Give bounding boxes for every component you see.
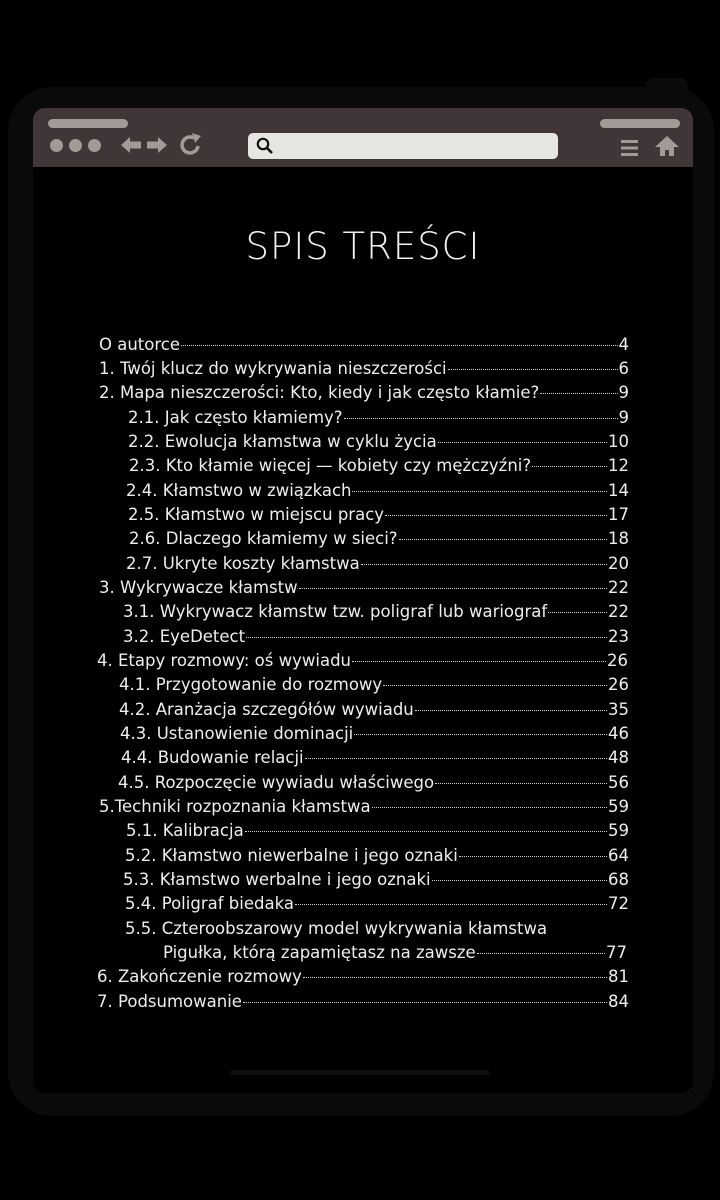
toc-item[interactable]: 2. Mapa nieszczerości: Kto, kiedy i jak często kłamie? 9 (99, 383, 629, 402)
toc-item[interactable]: 2.5. Kłamstwo w miejscu pracy 17 (128, 505, 629, 524)
toc-item[interactable]: 4.1. Przygotowanie do rozmowy 26 (119, 675, 629, 694)
toc-item[interactable]: 5.5. Czteroobszarowy model wykrywania kłamstwa (125, 919, 548, 938)
toc-item[interactable]: 4.5. Rozpoczęcie wywiadu właściwego 56 (118, 773, 629, 792)
toc-item[interactable]: 5.4. Poligraf biedaka 72 (125, 894, 629, 913)
toc-item[interactable]: 2.1. Jak często kłamiemy? 9 (128, 408, 629, 427)
search-icon (256, 137, 274, 155)
window-dots-icon[interactable] (50, 139, 101, 152)
toc-item[interactable]: 2.2. Ewolucja kłamstwa w cyklu życia 10 (128, 432, 629, 451)
toc-item[interactable]: 3.2. EyeDetect 23 (123, 627, 629, 646)
home-icon[interactable] (654, 135, 680, 157)
forward-arrow-icon[interactable] (146, 136, 168, 154)
toc-item[interactable]: 4. Etapy rozmowy: oś wywiadu 26 (97, 651, 628, 670)
toc-item[interactable]: 5.Techniki rozpoznania kłamstwa 59 (99, 797, 629, 816)
home-indicator[interactable] (230, 1070, 490, 1075)
toc-item[interactable]: 4.3. Ustanowienie dominacji 46 (120, 724, 629, 743)
search-input[interactable] (248, 133, 558, 159)
toc-item[interactable]: 5.1. Kalibracja 59 (126, 821, 629, 840)
browser-toolbar (33, 108, 693, 167)
toc-item[interactable]: 2.4. Kłamstwo w związkach 14 (126, 481, 629, 500)
reload-icon[interactable] (179, 133, 203, 157)
browser-window (33, 108, 693, 1093)
page-title: SPIS TREŚCI (245, 225, 481, 268)
toc-item[interactable]: 3. Wykrywacze kłamstw 22 (99, 578, 629, 597)
toc-item[interactable]: O autorce 4 (99, 335, 629, 354)
toc-item[interactable]: Pigułka, którą zapamiętasz na zawsze 77 (163, 943, 627, 962)
tab-pill-right[interactable] (600, 119, 680, 128)
toc-item[interactable]: 2.7. Ukryte koszty kłamstwa 20 (126, 554, 629, 573)
toc-item[interactable]: 6. Zakończenie rozmowy 81 (97, 967, 629, 986)
toc-item[interactable]: 4.4. Budowanie relacji 48 (121, 748, 629, 767)
toc-item[interactable]: 5.2. Kłamstwo niewerbalne i jego oznaki 64 (125, 846, 629, 865)
toc-item[interactable]: 2.3. Kto kłamie więcej — kobiety czy mężczyźni? 12 (129, 456, 629, 475)
toc-item[interactable]: 7. Podsumowanie 84 (97, 992, 629, 1011)
toc-item[interactable]: 2.6. Dlaczego kłamiemy w sieci? 18 (129, 529, 629, 548)
page-content (33, 167, 693, 1093)
toc-item[interactable]: 4.2. Aranżacja szczegółów wywiadu 35 (119, 700, 629, 719)
menu-icon[interactable] (620, 139, 640, 157)
toc-item[interactable]: 1. Twój klucz do wykrywania nieszczerości 6 (99, 359, 629, 378)
back-arrow-icon[interactable] (121, 136, 143, 154)
tab-pill-left[interactable] (48, 119, 128, 128)
toc-item[interactable]: 3.1. Wykrywacz kłamstw tzw. poligraf lub wariograf 22 (123, 602, 629, 621)
toc-item[interactable]: 5.3. Kłamstwo werbalne i jego oznaki 68 (123, 870, 629, 889)
